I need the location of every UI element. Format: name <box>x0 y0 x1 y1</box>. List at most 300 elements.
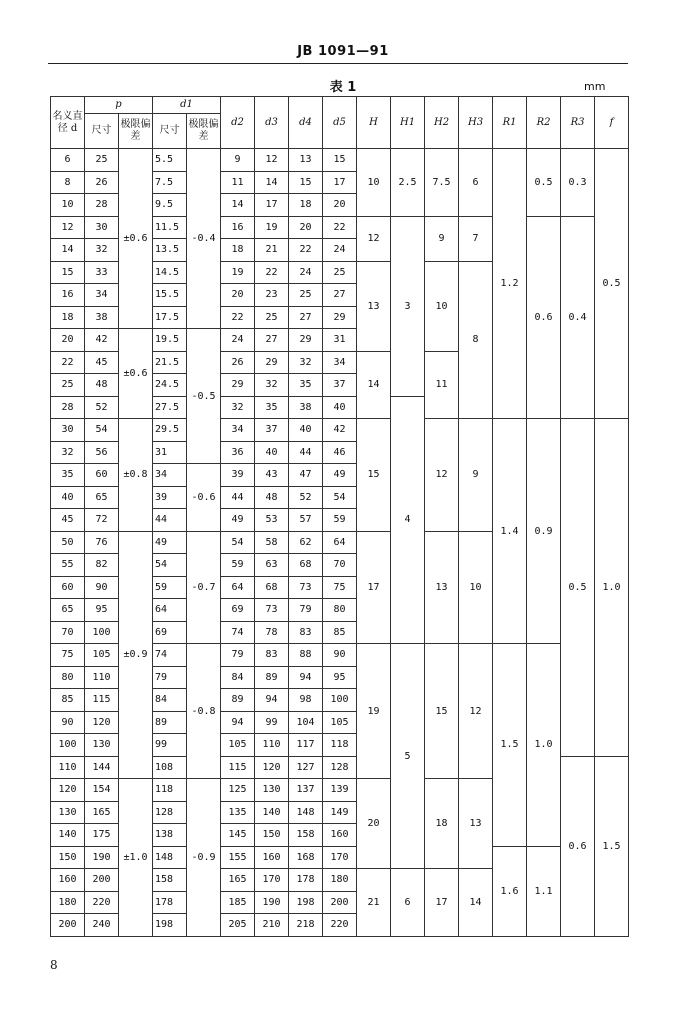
cell-R2: 0.5 <box>527 149 561 217</box>
cell-d1: 21.5 <box>153 351 187 374</box>
cell-H3: 9 <box>459 419 493 532</box>
cell-d: 65 <box>51 599 85 622</box>
cell-d4: 27 <box>289 306 323 329</box>
cell-p: 65 <box>85 486 119 509</box>
header-d5: d5 <box>323 97 357 149</box>
cell-d3: 160 <box>255 846 289 869</box>
cell-d3: 40 <box>255 441 289 464</box>
cell-d1: 74 <box>153 644 187 667</box>
cell-d5: 20 <box>323 194 357 217</box>
cell-d1: 9.5 <box>153 194 187 217</box>
header-H2: H2 <box>425 97 459 149</box>
table-row <box>51 149 629 172</box>
cell-d2: 205 <box>221 914 255 937</box>
cell-H3: 14 <box>459 869 493 937</box>
cell-d: 10 <box>51 194 85 217</box>
cell-d5: 17 <box>323 171 357 194</box>
table-title: 表 1 <box>329 80 357 95</box>
cell-d1: 11.5 <box>153 216 187 239</box>
cell-p: 144 <box>85 756 119 779</box>
cell-d1: 118 <box>153 779 187 802</box>
cell-d2: 14 <box>221 194 255 217</box>
cell-d: 50 <box>51 531 85 554</box>
cell-d4: 25 <box>289 284 323 307</box>
cell-d1: 69 <box>153 621 187 644</box>
cell-d3: 32 <box>255 374 289 397</box>
cell-d2: 22 <box>221 306 255 329</box>
cell-d2: 79 <box>221 644 255 667</box>
cell-p: 72 <box>85 509 119 532</box>
cell-p: 26 <box>85 171 119 194</box>
cell-d4: 52 <box>289 486 323 509</box>
cell-d4: 29 <box>289 329 323 352</box>
cell-d: 150 <box>51 846 85 869</box>
cell-p: 100 <box>85 621 119 644</box>
cell-d5: 15 <box>323 149 357 172</box>
cell-d3: 23 <box>255 284 289 307</box>
cell-d1: 158 <box>153 869 187 892</box>
cell-d: 6 <box>51 149 85 172</box>
cell-d5: 25 <box>323 261 357 284</box>
cell-p: 45 <box>85 351 119 374</box>
cell-d2: 19 <box>221 261 255 284</box>
cell-p: 42 <box>85 329 119 352</box>
cell-d2: 125 <box>221 779 255 802</box>
cell-d4: 127 <box>289 756 323 779</box>
cell-d: 75 <box>51 644 85 667</box>
cell-H: 12 <box>357 216 391 261</box>
cell-d1: 64 <box>153 599 187 622</box>
cell-d2: 49 <box>221 509 255 532</box>
cell-d4: 148 <box>289 801 323 824</box>
header-p-tolerance: 极限偏差 <box>119 114 153 149</box>
header-d1-tolerance: 极限偏差 <box>187 114 221 149</box>
header-H: H <box>357 97 391 149</box>
cell-H: 10 <box>357 149 391 217</box>
cell-d3: 89 <box>255 666 289 689</box>
cell-H2: 18 <box>425 779 459 869</box>
cell-d3: 14 <box>255 171 289 194</box>
dimension-table <box>50 96 629 937</box>
cell-d1: 138 <box>153 824 187 847</box>
cell-f: 1.5 <box>595 756 629 936</box>
cell-H2: 15 <box>425 644 459 779</box>
cell-p: 220 <box>85 891 119 914</box>
cell-d4: 117 <box>289 734 323 757</box>
cell-d5: 31 <box>323 329 357 352</box>
cell-d3: 99 <box>255 711 289 734</box>
cell-d2: 74 <box>221 621 255 644</box>
cell-p: 105 <box>85 644 119 667</box>
cell-H3: 13 <box>459 779 493 869</box>
cell-H2: 17 <box>425 869 459 937</box>
cell-d1: 148 <box>153 846 187 869</box>
cell-d: 30 <box>51 419 85 442</box>
cell-p-tol: ±0.6 <box>119 329 153 419</box>
cell-d: 28 <box>51 396 85 419</box>
cell-d: 18 <box>51 306 85 329</box>
cell-d2: 9 <box>221 149 255 172</box>
cell-p: 28 <box>85 194 119 217</box>
cell-d: 35 <box>51 464 85 487</box>
cell-d5: 37 <box>323 374 357 397</box>
header-d1: d1 <box>153 97 221 114</box>
cell-d1-tol: -0.7 <box>187 531 221 644</box>
header-d3: d3 <box>255 97 289 149</box>
cell-d3: 140 <box>255 801 289 824</box>
cell-p: 130 <box>85 734 119 757</box>
cell-d3: 25 <box>255 306 289 329</box>
cell-d4: 47 <box>289 464 323 487</box>
table-row <box>51 419 629 442</box>
cell-d2: 24 <box>221 329 255 352</box>
cell-d1: 13.5 <box>153 239 187 262</box>
cell-d3: 190 <box>255 891 289 914</box>
cell-d1: 7.5 <box>153 171 187 194</box>
cell-d4: 68 <box>289 554 323 577</box>
cell-H: 13 <box>357 261 391 351</box>
cell-p-tol: ±0.6 <box>119 149 153 329</box>
cell-d2: 34 <box>221 419 255 442</box>
cell-R2: 1.1 <box>527 846 561 936</box>
cell-d5: 64 <box>323 531 357 554</box>
cell-d5: 27 <box>323 284 357 307</box>
cell-d: 22 <box>51 351 85 374</box>
cell-d1-tol: -0.6 <box>187 464 221 532</box>
cell-d: 8 <box>51 171 85 194</box>
cell-d1: 178 <box>153 891 187 914</box>
cell-d2: 135 <box>221 801 255 824</box>
cell-H2: 9 <box>425 216 459 261</box>
cell-H: 15 <box>357 419 391 532</box>
cell-H2: 10 <box>425 261 459 351</box>
cell-H3: 7 <box>459 216 493 261</box>
table-body <box>51 149 629 937</box>
cell-d: 60 <box>51 576 85 599</box>
cell-d1: 17.5 <box>153 306 187 329</box>
cell-d4: 38 <box>289 396 323 419</box>
cell-H: 20 <box>357 779 391 869</box>
cell-p: 25 <box>85 149 119 172</box>
cell-d5: 118 <box>323 734 357 757</box>
cell-R3: 0.6 <box>561 756 595 936</box>
header-R2: R2 <box>527 97 561 149</box>
cell-d3: 150 <box>255 824 289 847</box>
cell-d3: 22 <box>255 261 289 284</box>
cell-p: 190 <box>85 846 119 869</box>
cell-R2: 0.6 <box>527 216 561 419</box>
cell-d1-tol: -0.9 <box>187 779 221 937</box>
cell-d3: 170 <box>255 869 289 892</box>
cell-d1: 84 <box>153 689 187 712</box>
cell-d: 45 <box>51 509 85 532</box>
cell-H1: 6 <box>391 869 425 937</box>
header-H1: H1 <box>391 97 425 149</box>
cell-p: 95 <box>85 599 119 622</box>
cell-d: 100 <box>51 734 85 757</box>
cell-p: 30 <box>85 216 119 239</box>
cell-d: 55 <box>51 554 85 577</box>
cell-d5: 95 <box>323 666 357 689</box>
cell-p-tol: ±1.0 <box>119 779 153 937</box>
cell-d4: 79 <box>289 599 323 622</box>
cell-H2: 12 <box>425 419 459 532</box>
cell-H: 17 <box>357 531 391 644</box>
cell-d5: 85 <box>323 621 357 644</box>
cell-d: 25 <box>51 374 85 397</box>
cell-d2: 39 <box>221 464 255 487</box>
cell-d: 85 <box>51 689 85 712</box>
cell-d2: 94 <box>221 711 255 734</box>
cell-d5: 34 <box>323 351 357 374</box>
cell-d2: 69 <box>221 599 255 622</box>
cell-p: 240 <box>85 914 119 937</box>
cell-d1: 108 <box>153 756 187 779</box>
cell-d5: 100 <box>323 689 357 712</box>
cell-d5: 70 <box>323 554 357 577</box>
cell-d5: 22 <box>323 216 357 239</box>
cell-p: 60 <box>85 464 119 487</box>
cell-p: 110 <box>85 666 119 689</box>
cell-d1: 34 <box>153 464 187 487</box>
cell-d2: 115 <box>221 756 255 779</box>
cell-d3: 63 <box>255 554 289 577</box>
cell-d: 160 <box>51 869 85 892</box>
cell-d2: 185 <box>221 891 255 914</box>
cell-d2: 54 <box>221 531 255 554</box>
cell-d1: 19.5 <box>153 329 187 352</box>
cell-d2: 36 <box>221 441 255 464</box>
cell-R1: 1.6 <box>493 846 527 936</box>
cell-d1: 15.5 <box>153 284 187 307</box>
cell-d2: 155 <box>221 846 255 869</box>
cell-H3: 12 <box>459 644 493 779</box>
cell-f: 1.0 <box>595 419 629 757</box>
cell-R2: 0.9 <box>527 419 561 644</box>
cell-d3: 48 <box>255 486 289 509</box>
cell-d5: 59 <box>323 509 357 532</box>
cell-d5: 75 <box>323 576 357 599</box>
header-d2: d2 <box>221 97 255 149</box>
cell-d1: 39 <box>153 486 187 509</box>
header-p: p <box>85 97 153 114</box>
cell-d1-tol: -0.8 <box>187 644 221 779</box>
cell-d3: 37 <box>255 419 289 442</box>
cell-d5: 128 <box>323 756 357 779</box>
cell-d1: 44 <box>153 509 187 532</box>
cell-d2: 32 <box>221 396 255 419</box>
cell-d5: 46 <box>323 441 357 464</box>
unit-label: mm <box>584 80 606 93</box>
cell-d4: 35 <box>289 374 323 397</box>
cell-d5: 40 <box>323 396 357 419</box>
cell-p: 38 <box>85 306 119 329</box>
cell-d: 40 <box>51 486 85 509</box>
header-R3: R3 <box>561 97 595 149</box>
cell-d2: 11 <box>221 171 255 194</box>
cell-H2: 13 <box>425 531 459 644</box>
cell-p: 32 <box>85 239 119 262</box>
cell-H: 19 <box>357 644 391 779</box>
cell-d5: 80 <box>323 599 357 622</box>
cell-d5: 139 <box>323 779 357 802</box>
cell-d1: 99 <box>153 734 187 757</box>
cell-d: 140 <box>51 824 85 847</box>
cell-d1: 54 <box>153 554 187 577</box>
cell-d: 80 <box>51 666 85 689</box>
cell-d3: 43 <box>255 464 289 487</box>
cell-d: 200 <box>51 914 85 937</box>
header-d4: d4 <box>289 97 323 149</box>
cell-d3: 78 <box>255 621 289 644</box>
cell-d4: 198 <box>289 891 323 914</box>
cell-d3: 12 <box>255 149 289 172</box>
header-rule <box>48 63 628 64</box>
cell-d: 20 <box>51 329 85 352</box>
cell-R1: 1.5 <box>493 644 527 847</box>
cell-d1: 31 <box>153 441 187 464</box>
cell-d3: 53 <box>255 509 289 532</box>
cell-d4: 218 <box>289 914 323 937</box>
cell-d3: 19 <box>255 216 289 239</box>
cell-p: 76 <box>85 531 119 554</box>
cell-d3: 68 <box>255 576 289 599</box>
cell-d2: 165 <box>221 869 255 892</box>
cell-d2: 16 <box>221 216 255 239</box>
cell-d2: 64 <box>221 576 255 599</box>
cell-d: 180 <box>51 891 85 914</box>
cell-p: 90 <box>85 576 119 599</box>
cell-d1: 5.5 <box>153 149 187 172</box>
cell-H: 14 <box>357 351 391 419</box>
cell-R1: 1.4 <box>493 419 527 644</box>
cell-d4: 44 <box>289 441 323 464</box>
cell-H3: 10 <box>459 531 493 644</box>
cell-d1: 29.5 <box>153 419 187 442</box>
cell-f: 0.5 <box>595 149 629 419</box>
cell-d: 90 <box>51 711 85 734</box>
cell-d3: 130 <box>255 779 289 802</box>
cell-d5: 24 <box>323 239 357 262</box>
cell-d1: 198 <box>153 914 187 937</box>
cell-d5: 90 <box>323 644 357 667</box>
cell-R3: 0.3 <box>561 149 595 217</box>
cell-d1: 89 <box>153 711 187 734</box>
cell-d5: 105 <box>323 711 357 734</box>
cell-p: 154 <box>85 779 119 802</box>
cell-R3: 0.5 <box>561 419 595 757</box>
page-number: 8 <box>50 958 58 972</box>
cell-d5: 42 <box>323 419 357 442</box>
cell-d4: 104 <box>289 711 323 734</box>
cell-d3: 35 <box>255 396 289 419</box>
cell-d3: 110 <box>255 734 289 757</box>
cell-H2: 7.5 <box>425 149 459 217</box>
cell-d5: 180 <box>323 869 357 892</box>
cell-p: 200 <box>85 869 119 892</box>
cell-d4: 20 <box>289 216 323 239</box>
cell-d5: 220 <box>323 914 357 937</box>
cell-d5: 170 <box>323 846 357 869</box>
cell-H1: 3 <box>391 216 425 396</box>
cell-p: 175 <box>85 824 119 847</box>
cell-H1: 2.5 <box>391 149 425 217</box>
cell-p: 54 <box>85 419 119 442</box>
cell-d4: 83 <box>289 621 323 644</box>
cell-d1: 128 <box>153 801 187 824</box>
cell-p-tol: ±0.9 <box>119 531 153 779</box>
cell-d: 14 <box>51 239 85 262</box>
cell-d: 16 <box>51 284 85 307</box>
cell-H1: 5 <box>391 644 425 869</box>
cell-d2: 59 <box>221 554 255 577</box>
cell-H3: 8 <box>459 261 493 419</box>
header-p-size: 尺寸 <box>85 114 119 149</box>
cell-d1-tol: -0.5 <box>187 329 221 464</box>
cell-d5: 49 <box>323 464 357 487</box>
cell-d4: 15 <box>289 171 323 194</box>
cell-d4: 168 <box>289 846 323 869</box>
cell-p: 52 <box>85 396 119 419</box>
cell-d2: 18 <box>221 239 255 262</box>
cell-d4: 137 <box>289 779 323 802</box>
header-R1: R1 <box>493 97 527 149</box>
cell-d4: 57 <box>289 509 323 532</box>
cell-d4: 98 <box>289 689 323 712</box>
cell-p: 34 <box>85 284 119 307</box>
cell-d2: 44 <box>221 486 255 509</box>
cell-d: 15 <box>51 261 85 284</box>
cell-d1: 79 <box>153 666 187 689</box>
cell-d4: 13 <box>289 149 323 172</box>
cell-p: 33 <box>85 261 119 284</box>
cell-d4: 40 <box>289 419 323 442</box>
cell-d5: 200 <box>323 891 357 914</box>
cell-d2: 29 <box>221 374 255 397</box>
document-code: JB 1091—91 <box>297 44 389 59</box>
cell-d4: 73 <box>289 576 323 599</box>
cell-d2: 89 <box>221 689 255 712</box>
cell-d3: 58 <box>255 531 289 554</box>
cell-d2: 20 <box>221 284 255 307</box>
cell-d2: 84 <box>221 666 255 689</box>
cell-d4: 158 <box>289 824 323 847</box>
cell-d2: 26 <box>221 351 255 374</box>
cell-d4: 32 <box>289 351 323 374</box>
cell-d3: 27 <box>255 329 289 352</box>
cell-d4: 88 <box>289 644 323 667</box>
cell-d4: 24 <box>289 261 323 284</box>
cell-d3: 120 <box>255 756 289 779</box>
cell-d5: 29 <box>323 306 357 329</box>
cell-d1: 59 <box>153 576 187 599</box>
cell-p: 48 <box>85 374 119 397</box>
cell-d3: 21 <box>255 239 289 262</box>
cell-d3: 73 <box>255 599 289 622</box>
cell-d5: 54 <box>323 486 357 509</box>
cell-d1: 27.5 <box>153 396 187 419</box>
cell-R1: 1.2 <box>493 149 527 419</box>
cell-d3: 94 <box>255 689 289 712</box>
cell-d: 32 <box>51 441 85 464</box>
cell-p-tol: ±0.8 <box>119 419 153 532</box>
cell-d: 70 <box>51 621 85 644</box>
header-nominal-diameter: 名义直径 d <box>51 97 85 149</box>
cell-d3: 17 <box>255 194 289 217</box>
cell-d1: 49 <box>153 531 187 554</box>
cell-p: 120 <box>85 711 119 734</box>
cell-d3: 83 <box>255 644 289 667</box>
